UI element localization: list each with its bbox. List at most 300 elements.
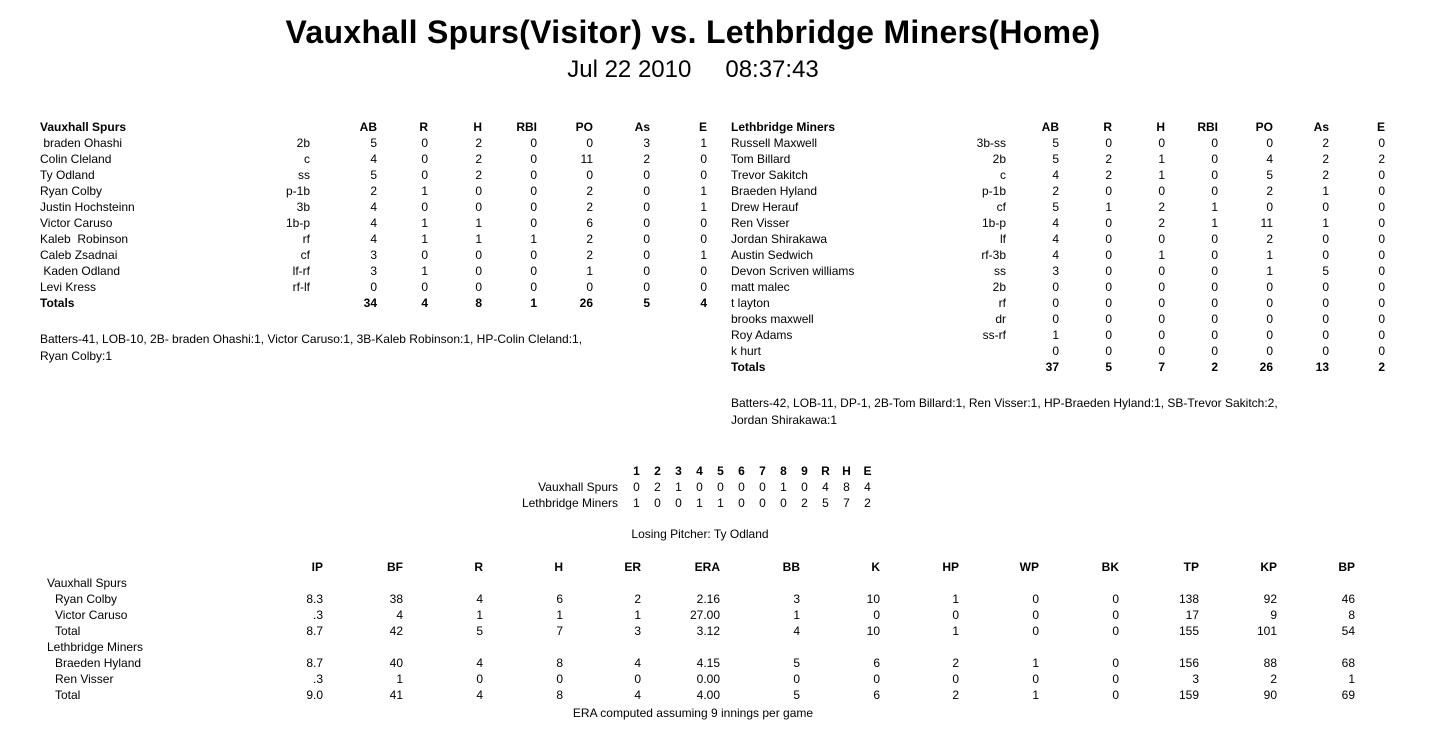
- linescore-cell: 0: [696, 480, 703, 494]
- total-h: 7: [1158, 360, 1165, 374]
- stat-as: 0: [1322, 280, 1329, 294]
- stat-e: 0: [1378, 168, 1385, 182]
- stat-rbi: 0: [530, 216, 537, 230]
- linescore-cell: 1: [780, 480, 787, 494]
- stat-rbi: 0: [1211, 248, 1218, 262]
- stat-rbi: 0: [1211, 152, 1218, 166]
- stat-as: 2: [1322, 168, 1329, 182]
- linescore-header-row: [502, 463, 878, 479]
- pitch-stat-er: 1: [634, 608, 641, 622]
- era-footnote: ERA computed assuming 9 innings per game: [572, 706, 814, 720]
- player-name: t layton: [731, 296, 770, 310]
- linescore-col-1: 1: [633, 464, 640, 478]
- pitching-team-row: [47, 639, 1355, 655]
- pitch-stat-tp: 138: [1178, 592, 1199, 606]
- stat-ab: 4: [370, 216, 377, 230]
- stat-r: 0: [1105, 328, 1112, 342]
- visitor-col-rbi: RBI: [516, 120, 537, 134]
- linescore-col-9: 9: [801, 464, 808, 478]
- stat-e: 0: [1378, 136, 1385, 150]
- stat-as: 0: [1322, 328, 1329, 342]
- stat-ab: 0: [370, 280, 377, 294]
- player-position: rf: [302, 232, 310, 246]
- pitcher-name: Braeden Hyland: [55, 656, 142, 670]
- pitching-col-ip: IP: [311, 560, 323, 574]
- stat-as: 1: [1322, 184, 1329, 198]
- pitch-stat-h: 8: [556, 688, 563, 702]
- linescore-cell: 0: [717, 480, 724, 494]
- losing-pitcher: Losing Pitcher: Ty Odland: [631, 527, 769, 541]
- player-position: c: [1000, 168, 1006, 182]
- home-notes-line-2: Jordan Shirakawa:1: [731, 413, 838, 427]
- visitor-player-row: [40, 167, 707, 183]
- pitcher-name: Total: [55, 624, 81, 638]
- stat-po: 0: [1266, 200, 1273, 214]
- player-position: [955, 343, 1006, 359]
- stat-rbi: 1: [1211, 200, 1218, 214]
- stat-h: 0: [475, 264, 482, 278]
- stat-e: 0: [1378, 296, 1385, 310]
- player-name: Levi Kress: [40, 280, 97, 294]
- stat-r: 1: [421, 216, 428, 230]
- stat-rbi: 0: [1211, 280, 1218, 294]
- stat-h: 2: [475, 168, 482, 182]
- total-e: 2: [1378, 360, 1385, 374]
- player-position: ss-rf: [982, 328, 1006, 342]
- linescore-col-6: 6: [738, 464, 745, 478]
- stat-r: 0: [1105, 264, 1112, 278]
- player-name: Ryan Colby: [40, 184, 103, 198]
- pitching-team-name: Vauxhall Spurs: [47, 576, 127, 590]
- linescore-cell: 0: [675, 496, 682, 510]
- stat-as: 0: [643, 216, 650, 230]
- stat-as: 0: [1322, 296, 1329, 310]
- stat-ab: 4: [1052, 168, 1059, 182]
- home-player-row: [731, 231, 1385, 247]
- pitch-stat-hp: 2: [952, 656, 959, 670]
- stat-h: 0: [1158, 184, 1165, 198]
- player-name: brooks maxwell: [731, 312, 814, 326]
- stat-e: 0: [1378, 184, 1385, 198]
- linescore-cell: 0: [780, 496, 787, 510]
- pitch-stat-kp: 101: [1256, 624, 1277, 638]
- player-name: Victor Caruso: [40, 216, 113, 230]
- stat-po: 6: [586, 216, 593, 230]
- stat-rbi: 0: [1211, 184, 1218, 198]
- stat-h: 2: [475, 152, 482, 166]
- pitch-stat-bf: 1: [396, 672, 403, 686]
- home-player-row: [731, 279, 1385, 295]
- pitch-stat-h: 0: [556, 672, 563, 686]
- pitch-stat-bk: 0: [1112, 656, 1119, 670]
- player-position: 2b: [296, 136, 310, 150]
- pitch-stat-k: 10: [866, 624, 880, 638]
- stat-h: 0: [1158, 280, 1165, 294]
- stat-h: 0: [475, 200, 482, 214]
- pitching-col-hp: HP: [942, 560, 959, 574]
- stat-e: 0: [700, 232, 707, 246]
- home-player-row: [731, 183, 1385, 199]
- home-col-e: E: [1376, 120, 1385, 134]
- stat-ab: 4: [1052, 232, 1059, 246]
- total-rbi: 2: [1211, 360, 1218, 374]
- stat-as: 0: [643, 248, 650, 262]
- linescore-row: [502, 479, 878, 495]
- home-player-row: [731, 311, 1385, 327]
- total-e: 4: [700, 296, 707, 310]
- home-team-name: Lethbridge Miners: [731, 120, 836, 134]
- stat-ab: 0: [1052, 344, 1059, 358]
- linescore-cell: 0: [759, 496, 766, 510]
- pitch-stat-bk: 0: [1112, 672, 1119, 686]
- stat-ab: 4: [370, 232, 377, 246]
- stat-r: 0: [1105, 312, 1112, 326]
- stat-as: 0: [1322, 248, 1329, 262]
- stat-po: 2: [586, 232, 593, 246]
- page-title: Vauxhall Spurs(Visitor) vs. Lethbridge Miners(Home): [285, 14, 1101, 50]
- stat-as: 0: [1322, 232, 1329, 246]
- pitch-stat-h: 1: [556, 608, 563, 622]
- linescore-col-3: 3: [675, 464, 682, 478]
- pitching-col-bk: BK: [1101, 560, 1119, 574]
- linescore-cell: 0: [738, 480, 745, 494]
- pitch-stat-bf: 42: [389, 624, 403, 638]
- total-po: 26: [579, 296, 593, 310]
- stat-rbi: 0: [530, 136, 537, 150]
- player-name: Ty Odland: [40, 168, 95, 182]
- player-position: 3b-ss: [976, 136, 1006, 150]
- game-datetime: [0, 56, 1386, 84]
- visitor-player-row: [40, 151, 707, 167]
- visitor-col-ab: AB: [359, 120, 377, 134]
- pitch-stat-r: 4: [476, 688, 483, 702]
- visitor-player-row: [40, 215, 707, 231]
- home-player-row: [731, 247, 1385, 263]
- pitch-stat-hp: 1: [952, 624, 959, 638]
- player-position: p-1b: [285, 184, 310, 198]
- stat-ab: 4: [370, 200, 377, 214]
- home-col-po: PO: [1255, 120, 1273, 134]
- stat-ab: 3: [1052, 264, 1059, 278]
- stat-ab: 3: [370, 264, 377, 278]
- stat-e: 0: [1378, 216, 1385, 230]
- stat-ab: 4: [370, 152, 377, 166]
- pitcher-name: Victor Caruso: [55, 608, 128, 622]
- linescore-col-4: 4: [696, 464, 703, 478]
- player-name: Devon Scriven williams: [731, 264, 855, 278]
- pitcher-row: [47, 607, 1355, 623]
- pitch-stat-bk: 0: [1112, 688, 1119, 702]
- stat-r: 0: [1105, 216, 1112, 230]
- linescore-team: Lethbridge Miners: [521, 496, 618, 510]
- pitch-stat-h: 6: [556, 592, 563, 606]
- visitor-player-row: [40, 231, 707, 247]
- stat-rbi: 0: [1211, 344, 1218, 358]
- pitcher-row: [47, 591, 1355, 607]
- pitcher-row: [47, 687, 1355, 703]
- stat-po: 2: [586, 248, 593, 262]
- pitching-col-tp: TP: [1183, 560, 1199, 574]
- stat-ab: 5: [1052, 152, 1059, 166]
- player-name: matt malec: [731, 280, 790, 294]
- pitch-stat-er: 4: [634, 688, 641, 702]
- player-name: Drew Herauf: [731, 200, 799, 214]
- stat-po: 0: [586, 168, 593, 182]
- stat-po: 11: [1260, 216, 1273, 230]
- stat-e: 0: [1378, 328, 1385, 342]
- linescore-cell: 4: [822, 480, 829, 494]
- pitching-corner: [47, 559, 223, 575]
- game-date: Jul 22 2010: [567, 56, 692, 83]
- stat-po: 2: [586, 200, 593, 214]
- pitching-col-bb: BB: [782, 560, 800, 574]
- visitor-col-r: R: [419, 120, 428, 134]
- stat-r: 2: [1105, 168, 1112, 182]
- total-po: 26: [1259, 360, 1273, 374]
- stat-h: 0: [475, 280, 482, 294]
- linescore-cell: 8: [843, 480, 850, 494]
- stat-r: 0: [1105, 232, 1112, 246]
- stat-ab: 3: [370, 248, 377, 262]
- stat-r: 2: [1105, 152, 1112, 166]
- stat-as: 2: [1322, 136, 1329, 150]
- totals-label: Totals: [731, 360, 766, 374]
- player-position: rf: [998, 296, 1006, 310]
- stat-po: 1: [1266, 264, 1273, 278]
- stat-rbi: 0: [530, 168, 537, 182]
- pitch-stat-wp: 0: [1032, 608, 1039, 622]
- player-position: p-1b: [981, 184, 1006, 198]
- linescore-cell: 1: [675, 480, 682, 494]
- home-col-as: As: [1313, 120, 1329, 134]
- linescore-cell: 0: [633, 480, 640, 494]
- player-position: dr: [995, 312, 1006, 326]
- linescore-cell: 0: [654, 496, 661, 510]
- player-name: Russell Maxwell: [731, 136, 818, 150]
- player-name: Kaleb Robinson: [40, 232, 129, 246]
- stat-e: 0: [1378, 248, 1385, 262]
- stat-r: 1: [421, 232, 428, 246]
- stat-as: 0: [1322, 200, 1329, 214]
- home-player-row: [731, 215, 1385, 231]
- stat-rbi: 0: [1211, 168, 1218, 182]
- linescore-cell: 2: [801, 496, 808, 510]
- pitching-team-row: [47, 575, 1355, 591]
- pitch-stat-wp: 1: [1032, 656, 1039, 670]
- pitch-stat-kp: 88: [1263, 656, 1277, 670]
- stat-e: 0: [1378, 312, 1385, 326]
- player-name: braden Ohashi: [40, 136, 123, 150]
- visitor-col-as: As: [634, 120, 650, 134]
- home-col-r: R: [1103, 120, 1112, 134]
- player-position: 1b-p: [981, 216, 1006, 230]
- pitch-stat-k: 10: [866, 592, 880, 606]
- stat-po: 1: [1266, 248, 1273, 262]
- pitch-stat-era: 27.00: [689, 608, 720, 622]
- linescore-col-7: 7: [759, 464, 766, 478]
- pitch-stat-k: 0: [873, 672, 880, 686]
- stat-e: 0: [1378, 264, 1385, 278]
- home-player-row: [731, 135, 1385, 151]
- pitch-stat-r: 4: [476, 656, 483, 670]
- stat-e: 0: [700, 152, 707, 166]
- home-player-row: [731, 343, 1385, 359]
- total-as: 5: [643, 296, 650, 310]
- stat-po: 0: [1266, 312, 1273, 326]
- pitch-stat-ip: 9.0: [306, 688, 323, 702]
- stat-r: 1: [1105, 200, 1112, 214]
- visitor-player-row: [40, 263, 707, 279]
- pitch-stat-hp: 1: [952, 592, 959, 606]
- home-totals-row: [731, 359, 1385, 375]
- linescore-col-5: 5: [717, 464, 724, 478]
- stat-e: 0: [1378, 280, 1385, 294]
- linescore-col-2: 2: [654, 464, 661, 478]
- pitch-stat-bf: 4: [396, 608, 403, 622]
- stat-ab: 0: [1052, 296, 1059, 310]
- stat-rbi: 0: [530, 264, 537, 278]
- pitching-header-row: [47, 559, 1355, 575]
- pitch-stat-hp: 2: [952, 688, 959, 702]
- pitch-stat-bb: 3: [793, 592, 800, 606]
- stat-ab: 5: [1052, 200, 1059, 214]
- home-col-rbi: RBI: [1197, 120, 1218, 134]
- pitching-table: [47, 559, 1355, 703]
- pitch-stat-kp: 9: [1270, 608, 1277, 622]
- pitch-stat-ip: 8.7: [306, 656, 323, 670]
- stat-as: 0: [643, 168, 650, 182]
- pitch-stat-ip: 8.3: [306, 592, 323, 606]
- home-batting-notes: [731, 395, 1411, 429]
- stat-rbi: 0: [530, 184, 537, 198]
- pitch-stat-era: 3.12: [696, 624, 720, 638]
- linescore-cell: 0: [759, 480, 766, 494]
- stat-as: 3: [643, 136, 650, 150]
- linescore-col-h: H: [842, 464, 851, 478]
- player-name: k hurt: [731, 344, 762, 358]
- stat-as: 5: [1322, 264, 1329, 278]
- stat-as: 0: [643, 200, 650, 214]
- stat-ab: 5: [1052, 136, 1059, 150]
- pitch-stat-r: 0: [476, 672, 483, 686]
- visitor-totals-row: [40, 295, 707, 311]
- visitor-col-h: H: [473, 120, 482, 134]
- stat-ab: 2: [370, 184, 377, 198]
- pitching-col-bp: BP: [1338, 560, 1355, 574]
- pitch-stat-ip: .3: [312, 672, 323, 686]
- stat-e: 0: [700, 280, 707, 294]
- stat-po: 0: [1266, 328, 1273, 342]
- pitch-stat-ip: .3: [312, 608, 323, 622]
- totals-label: Totals: [40, 296, 75, 310]
- home-player-row: [731, 199, 1385, 215]
- pitch-stat-hp: 0: [952, 608, 959, 622]
- stat-po: 2: [1266, 184, 1273, 198]
- pitch-stat-r: 4: [476, 592, 483, 606]
- player-position: 3b: [296, 200, 310, 214]
- stat-as: 2: [643, 152, 650, 166]
- total-rbi: 1: [530, 296, 537, 310]
- linescore-cell: 5: [822, 496, 829, 510]
- linescore-row: [502, 495, 878, 511]
- stat-r: 0: [1105, 184, 1112, 198]
- pitch-stat-h: 8: [556, 656, 563, 670]
- visitor-player-row: [40, 247, 707, 263]
- stat-h: 2: [1158, 200, 1165, 214]
- linescore-team: Vauxhall Spurs: [538, 480, 618, 494]
- player-position: 1b-p: [285, 216, 310, 230]
- pitch-stat-h: 7: [556, 624, 563, 638]
- visitor-notes-line-1: Batters-41, LOB-10, 2B- braden Ohashi:1, Victor Caruso:1, 3B-Kaleb Robinson:1, HP-Colin Cleland:1,: [40, 332, 583, 346]
- total-r: 4: [421, 296, 428, 310]
- stat-e: 0: [1378, 344, 1385, 358]
- pitch-stat-r: 5: [476, 624, 483, 638]
- pitch-stat-bf: 41: [389, 688, 403, 702]
- home-header-row: [731, 119, 1385, 135]
- visitor-box-score: [40, 119, 707, 311]
- pitch-stat-wp: 0: [1032, 592, 1039, 606]
- pitch-stat-hp: 0: [952, 672, 959, 686]
- visitor-col-e: E: [698, 120, 707, 134]
- pitch-stat-wp: 0: [1032, 624, 1039, 638]
- stat-r: 0: [421, 136, 428, 150]
- stat-r: 0: [1105, 136, 1112, 150]
- pitch-stat-era: 4.15: [696, 656, 720, 670]
- visitor-player-row: [40, 135, 707, 151]
- pitch-stat-tp: 156: [1178, 656, 1199, 670]
- stat-r: 0: [1105, 248, 1112, 262]
- stat-h: 0: [1158, 136, 1165, 150]
- visitor-team-name: Vauxhall Spurs: [40, 120, 127, 134]
- stat-rbi: 0: [1211, 232, 1218, 246]
- stat-as: 0: [1322, 344, 1329, 358]
- player-name: Ren Visser: [731, 216, 790, 230]
- player-name: Jordan Shirakawa: [731, 232, 828, 246]
- player-position: 2b: [992, 280, 1006, 294]
- linescore-cell: 1: [696, 496, 703, 510]
- stat-ab: 4: [1052, 248, 1059, 262]
- stat-e: 0: [700, 168, 707, 182]
- stat-po: 0: [586, 280, 593, 294]
- player-position: cf: [300, 248, 310, 262]
- pitch-stat-bp: 1: [1348, 672, 1355, 686]
- pitch-stat-bb: 4: [793, 624, 800, 638]
- linescore-cell: 2: [654, 480, 661, 494]
- pitcher-row: [47, 623, 1355, 639]
- stat-ab: 4: [1052, 216, 1059, 230]
- player-name: Braeden Hyland: [731, 184, 818, 198]
- visitor-pos-header: [266, 119, 310, 135]
- stat-h: 0: [1158, 312, 1165, 326]
- linescore-corner: [502, 463, 626, 479]
- stat-po: 2: [586, 184, 593, 198]
- visitor-player-row: [40, 199, 707, 215]
- stat-h: 0: [1158, 328, 1165, 342]
- pitch-stat-tp: 3: [1192, 672, 1199, 686]
- stat-e: 0: [700, 216, 707, 230]
- pitch-stat-bf: 38: [389, 592, 403, 606]
- stat-rbi: 0: [530, 280, 537, 294]
- total-ab: 34: [363, 296, 377, 310]
- stat-ab: 2: [1052, 184, 1059, 198]
- stat-e: 1: [700, 248, 707, 262]
- visitor-batting-notes: [40, 331, 720, 365]
- player-name: Trevor Sakitch: [731, 168, 808, 182]
- stat-as: 0: [643, 232, 650, 246]
- stat-h: 2: [475, 136, 482, 150]
- pitching-col-k: K: [871, 560, 880, 574]
- stat-po: 0: [586, 136, 593, 150]
